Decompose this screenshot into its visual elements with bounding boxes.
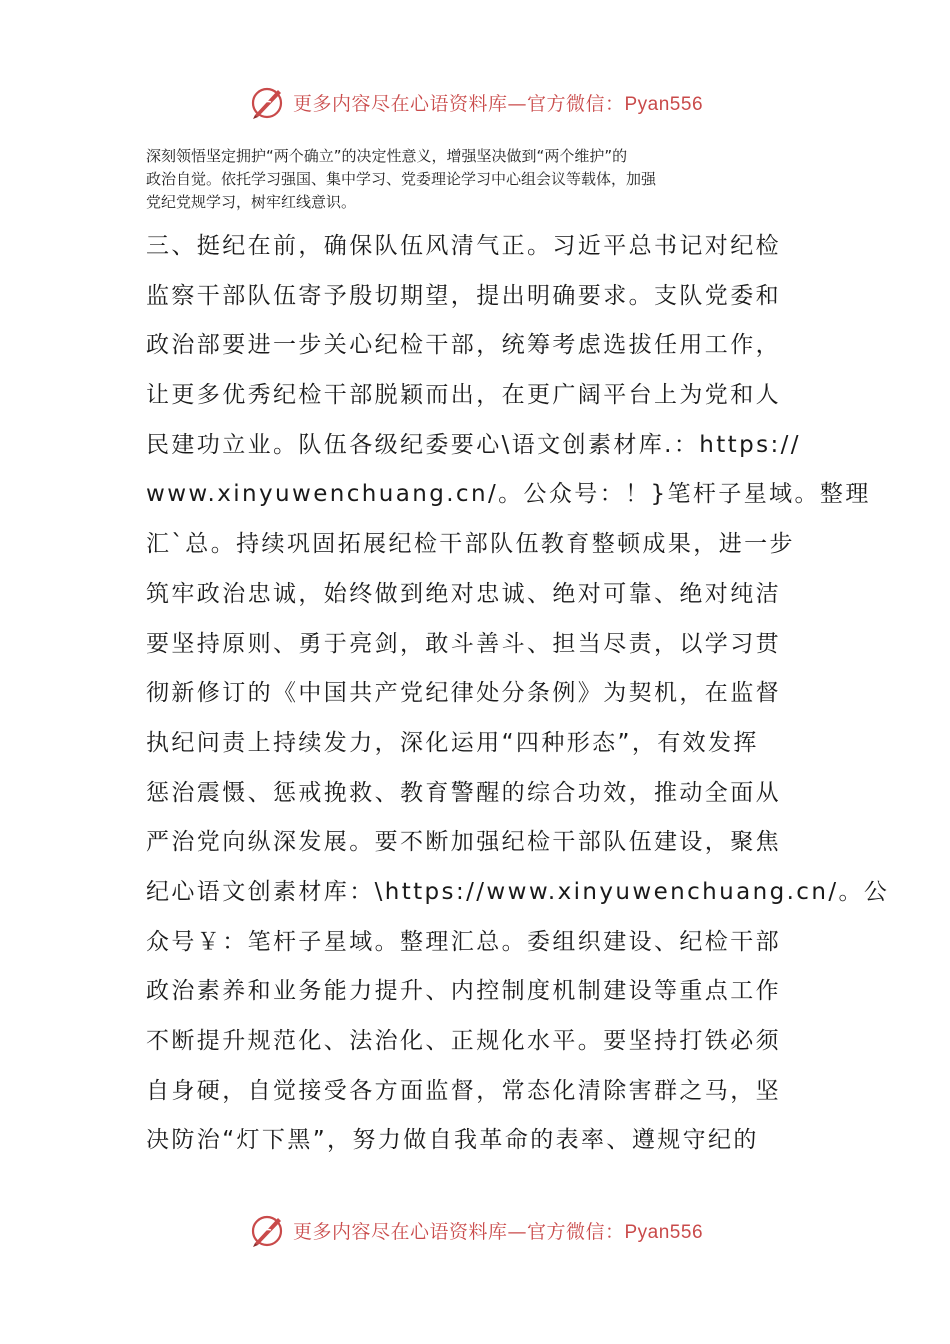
header-wechat-handle: Pyan556 [624, 93, 704, 115]
text-line: 纪心语文创素材库：\https://www.xinyuwenchuang.cn/。公 [146, 878, 890, 905]
footer-banner-label: 更多内容尽在心语资料库—官方微信： [292, 1220, 625, 1243]
footer-banner-text [293, 1217, 703, 1244]
text-line: 监察干部队伍寄予殷切期望，提出明确要求。支队党委和 [146, 282, 781, 309]
footer-wechat-handle: Pyan556 [624, 1221, 704, 1243]
text-line: 决防治“灯下黑”，努力做自我革命的表率、遵规守纪的 [146, 1127, 759, 1154]
header-banner-text [293, 89, 703, 116]
pen-circle-logo-icon [247, 82, 287, 122]
text-line: 筑牢政治忠诚，始终做到绝对忠诚、绝对可靠、绝对纯洁 [146, 580, 781, 607]
text-line: 严治党向纵深发展。要不断加强纪检干部队伍建设，聚焦 [146, 829, 781, 856]
text-line: 彻新修订的《中国共产党纪律处分条例》为契机，在监督 [146, 680, 781, 707]
text-line: www.xinyuwenchuang.cn/。公众号：！}笔杆子星域。整理 [146, 481, 871, 508]
text-line: 汇`总。持续巩固拓展纪检干部队伍教育整顿成果，进一步 [146, 531, 795, 558]
text-line: 不断提升规范化、法治化、正规化水平。要坚持打铁必须 [146, 1028, 781, 1054]
text-line: 让更多优秀纪检干部脱颖而出，在更广阔平台上为党和人 [146, 382, 781, 409]
main-text-body [146, 222, 890, 1166]
text-line: 政治部要进一步关心纪检干部，统筹考虑选拔任用工作， [146, 332, 781, 359]
text-line: 民建功立业。队伍各级纪委要心\语文创素材库.：https:// [146, 431, 801, 458]
footer-banner [0, 1208, 950, 1252]
pen-circle-logo-icon [247, 1210, 287, 1250]
continuation-paragraph: 深刻领悟坚定拥护“两个确立”的决定性意义，增强坚决做到“两个维护”的 政治自觉。依托学习强国、集中学习、党委理论学习中心组会议等载体，加强 党纪党规学习，树牢红线意识。 [146, 147, 657, 211]
text-line: 要坚持原则、勇于亮剑，敢斗善斗、担当尽责，以学习贯 [146, 630, 781, 657]
text-line: 政治素养和业务能力提升、内控制度机制建设等重点工作 [146, 978, 781, 1005]
text-line: 三、挺纪在前，确保队伍风清气正。习近平总书记对纪检 [146, 233, 781, 259]
text-line: 众号￥：笔杆子星域。整理汇总。委组织建设、纪检干部 [146, 928, 781, 955]
text-line: 自身硬，自觉接受各方面监督，常态化清除害群之马，坚 [146, 1077, 781, 1104]
text-line: 执纪问责上持续发力，深化运用“四种形态”，有效发挥 [146, 729, 759, 756]
header-banner-label: 更多内容尽在心语资料库—官方微信： [292, 92, 625, 115]
text-line: 惩治震慑、惩戒挽救、教育警醒的综合功效，推动全面从 [146, 779, 781, 806]
header-banner [0, 80, 950, 124]
